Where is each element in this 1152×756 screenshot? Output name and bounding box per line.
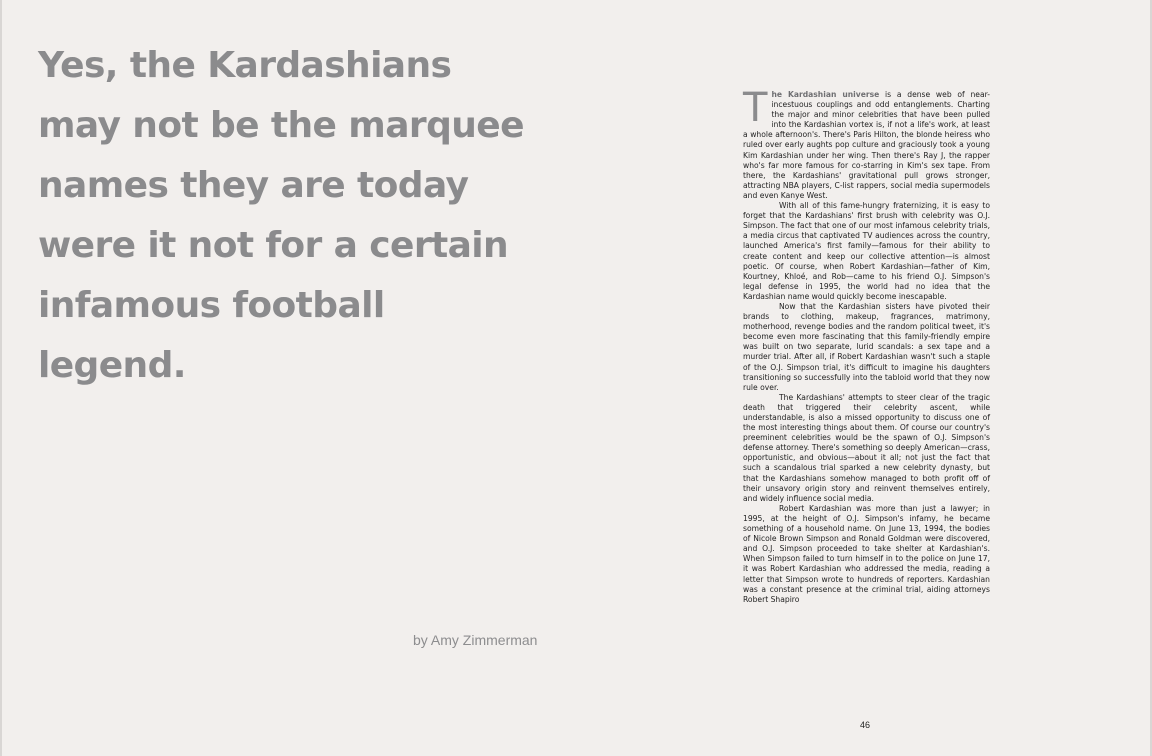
article-body: [743, 85, 990, 605]
article-paragraph: The Kardashians' attempts to steer clear of the tragic death that triggered their celebrity ascent, while understandable, is also a missed opportunity to discuss one of the most interesting things about them. Of course our country's preeminent celebrities would be the spawn of O.J. Simpson's defense attorney. There's something so deeply American—crass, opportunistic, and obvious—about it all; not just the fact that such a scandalous trial sparked a new celebrity dynasty, but that the Kardashians somehow managed to both profit off of their unsavory origin story and reinvent themselves entirely, and widely influence social media.: [743, 392, 990, 503]
page-number: 46: [859, 720, 870, 730]
article-lead-in: he Kardashian universe: [771, 90, 880, 99]
byline: by Amy Zimmerman: [413, 632, 538, 648]
article-paragraph: Robert Kardashian was more than just a lawyer; in 1995, at the height of O.J. Simpson's infamy, he became something of a household name. On June 13, 1994, the bodies of Nicole Brown Simpson and Ronald Goldman were discovered, and O.J. Simpson proceeded to take shelter at Kardashian's. When Simpson failed to turn himself in to the police on June 17, it was Robert Kardashian who addressed the media, reading a letter that Simpson wrote to hundreds of reporters. Kardashian was a constant presence at the criminal trial, aiding attorneys Robert Shapiro: [743, 503, 990, 604]
article-paragraph-text: is a dense web of near-incestuous couplings and odd entanglements. Charting the major and minor celebrities that have been pulled into the Kardashian vortex is, if not a life's work, at least a whole afternoon's. There's Paris Hilton, the blonde heiress who ruled over early aughts pop culture and graciously took a young Kim Kardashian under her wing. Then there's Ray J, the rapper who's far more famous for co-starring in Kim's sex tape. From there, the Kardashians' gravitational pull grows stronger, attracting NBA players, C-list rappers, social media supermodels and even Kanye West.: [743, 90, 990, 200]
drop-cap: T: [743, 85, 768, 131]
article-paragraph: [743, 85, 990, 201]
article-paragraph: With all of this fame-hungry fraternizing, it is easy to forget that the Kardashians' first brush with celebrity was O.J. Simpson. The fact that one of our most infamous celebrity trials, a media circus that captivated TV audiences across the country, launched America's first family—famous for their ability to create content and keep our collective attention—is almost poetic. Of course, when Robert Kardashian—father of Kim, Kourtney, Khloé, and Rob—came to his friend O.J. Simpson's legal defense in 1995, the world had no idea that the Kardashian name would quickly become inescapable.: [743, 201, 990, 301]
pull-quote: Yes, the Kardashians may not be the marquee names they are today were it not for a certain infamous football legend.: [38, 45, 524, 386]
article-paragraph: Now that the Kardashian sisters have pivoted their brands to clothing, makeup, fragrances, matrimony, motherhood, revenge bodies and the random political tweet, it's become even more fascinating that this family-friendly empire was built on two separate, lurid scandals: a sex tape and a murder trial. After all, if Robert Kardashian wasn't such a staple of the O.J. Simpson trial, it's difficult to imagine his daughters transitioning so successfully into the tabloid world that they now rule over.: [743, 301, 990, 392]
